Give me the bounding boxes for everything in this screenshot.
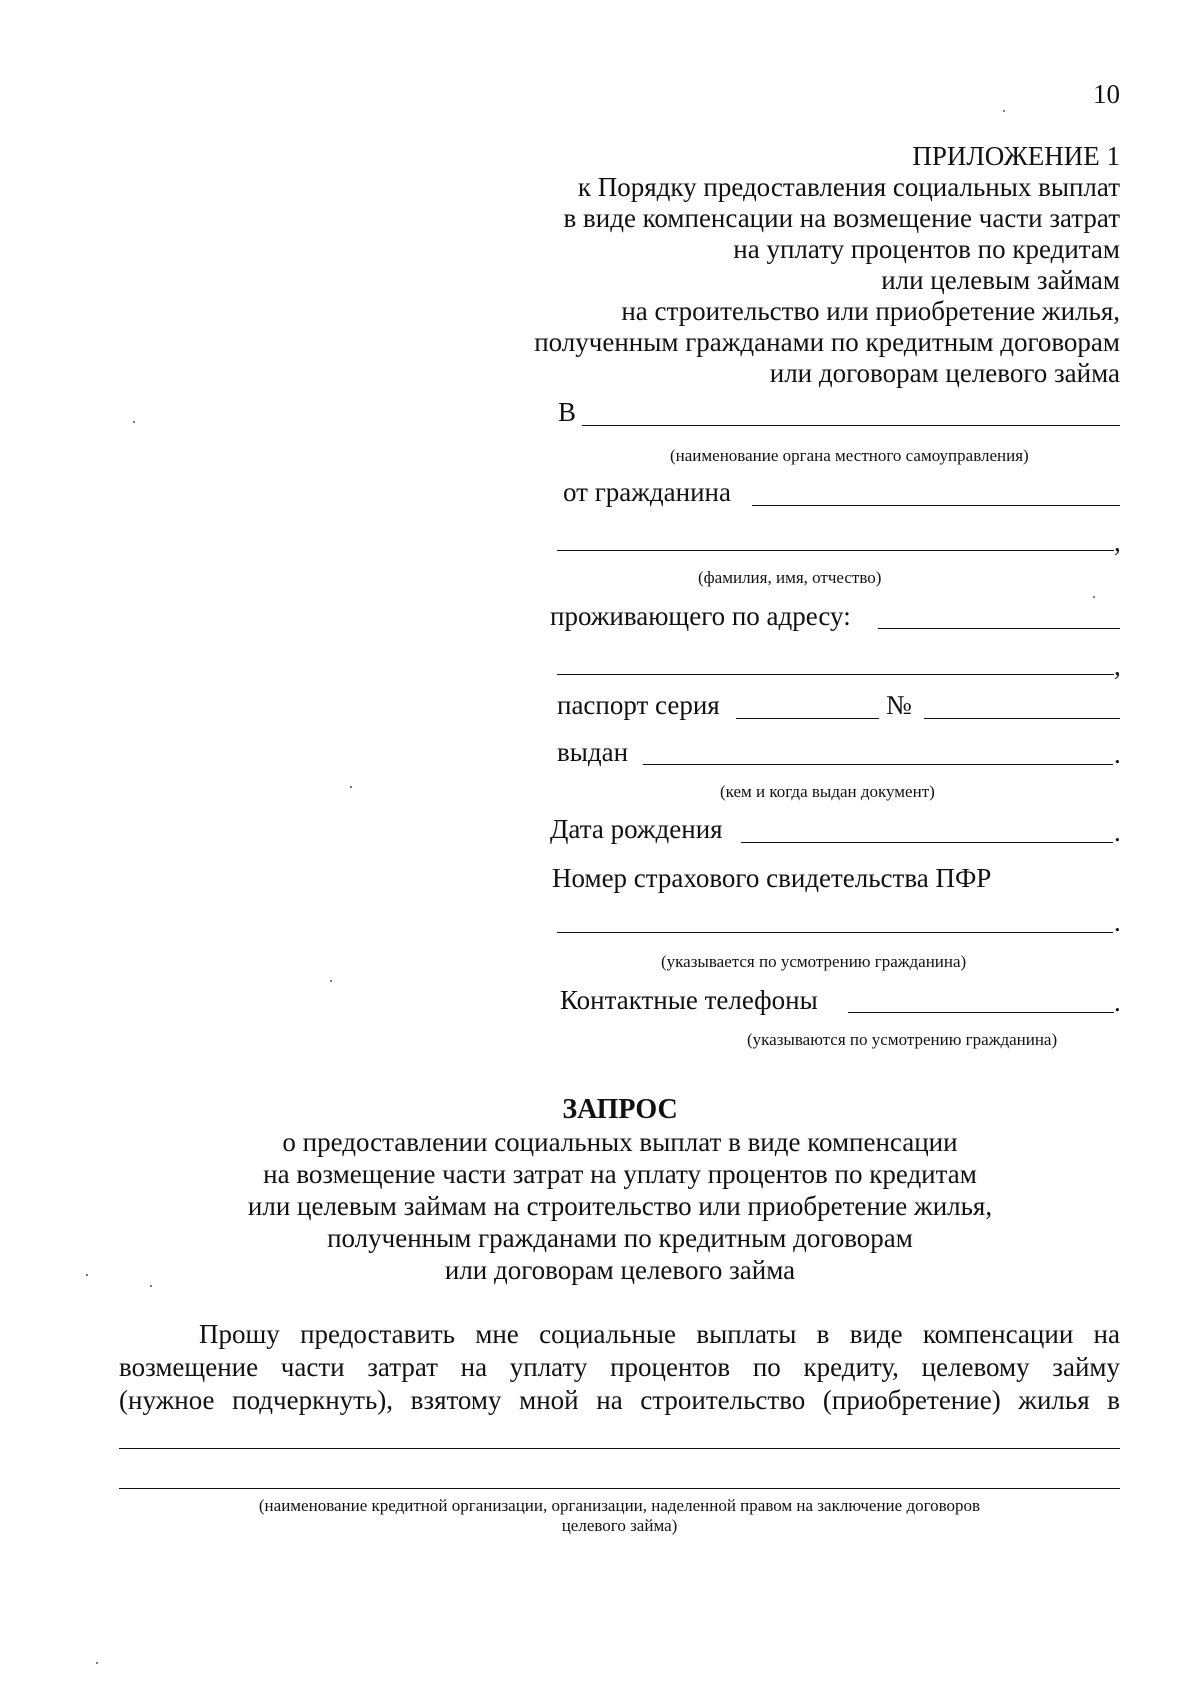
- to-organ-field[interactable]: [582, 425, 1120, 426]
- to-prefix: В: [558, 397, 577, 427]
- scan-speck: [350, 786, 352, 788]
- passport-series-label: паспорт серия: [557, 690, 720, 720]
- issued-period: .: [1114, 739, 1121, 769]
- appendix-line-7: или договорам целевого займа: [769, 358, 1120, 388]
- birth-date-field[interactable]: [741, 842, 1113, 843]
- passport-number-field[interactable]: [924, 718, 1120, 719]
- passport-number-label: №: [886, 690, 912, 720]
- scan-speck: [86, 1274, 88, 1276]
- pfr-hint: (указывается по усмотрению гражданина): [661, 952, 967, 971]
- scan-speck: [96, 1662, 98, 1664]
- from-label: от гражданина: [563, 477, 731, 507]
- phones-period: .: [1114, 987, 1121, 1017]
- fio-hint: (фамилия, имя, отчество): [698, 568, 882, 587]
- org-name-field-2[interactable]: [119, 1488, 1120, 1489]
- scan-speck: [1003, 110, 1005, 112]
- pfr-label: Номер страхового свидетельства ПФР: [552, 863, 992, 893]
- request-subtitle-line-4: полученным гражданами по кредитным договорам: [327, 1223, 913, 1253]
- appendix-line-2: в виде компенсации на возмещение части затрат: [563, 203, 1120, 233]
- org-hint-line-2: целевого займа): [561, 1516, 678, 1535]
- scan-speck: [1093, 596, 1095, 598]
- pfr-field[interactable]: [557, 932, 1113, 933]
- request-subtitle-line-1: о предоставлении социальных выплат в виде компенсации: [282, 1127, 958, 1157]
- citizen-field-2[interactable]: [557, 550, 1114, 551]
- request-body-line-3: (нужное подчеркнуть), взятому мной на строительство (приобретение) жилья в: [119, 1385, 1120, 1415]
- passport-series-field[interactable]: [736, 718, 879, 719]
- address-field-1[interactable]: [878, 628, 1120, 629]
- appendix-line-5: на строительство или приобретение жилья,: [621, 296, 1120, 326]
- request-subtitle-line-2: на возмещение части затрат на уплату процентов по кредитам: [263, 1159, 977, 1189]
- org-name-field-1[interactable]: [119, 1448, 1120, 1449]
- phones-field[interactable]: [848, 1012, 1114, 1013]
- phones-hint: (указываются по усмотрению гражданина): [747, 1030, 1058, 1049]
- citizen-comma: ,: [1114, 527, 1121, 557]
- pfr-period: .: [1114, 907, 1121, 937]
- request-subtitle-line-3: или целевым займам на строительство или приобретение жилья,: [247, 1191, 993, 1221]
- birth-period: .: [1114, 817, 1121, 847]
- appendix-line-6: полученным гражданами по кредитным договорам: [534, 327, 1120, 357]
- address-comma: ,: [1114, 651, 1121, 681]
- page-number: 10: [1093, 79, 1120, 109]
- phones-label: Контактные телефоны: [560, 985, 818, 1015]
- scan-speck: [133, 421, 135, 423]
- appendix-line-1: к Порядку предоставления социальных выплат: [577, 172, 1120, 202]
- issued-hint: (кем и когда выдан документ): [720, 782, 935, 801]
- scan-speck: [330, 980, 332, 982]
- org-hint-line-1: (наименование кредитной организации, организации, наделенной правом на заключение договоров: [258, 1496, 981, 1515]
- issued-label: выдан: [557, 737, 629, 767]
- address-label: проживающего по адресу:: [550, 601, 851, 631]
- request-body-line-2: возмещение части затрат на уплату процентов по кредиту, целевому займу: [119, 1352, 1120, 1382]
- request-body-line-1: Прошу предоставить мне социальные выплаты в виде компенсации на: [199, 1319, 1120, 1349]
- issued-field[interactable]: [643, 764, 1113, 765]
- appendix-line-3: на уплату процентов по кредитам: [733, 234, 1120, 264]
- address-field-2[interactable]: [557, 674, 1114, 675]
- request-subtitle-line-5: или договорам целевого займа: [444, 1255, 796, 1285]
- appendix-line-4: или целевым займам: [881, 265, 1120, 295]
- request-title: ЗАПРОС: [562, 1094, 678, 1125]
- birth-label: Дата рождения: [550, 814, 723, 844]
- to-organ-hint: (наименование органа местного самоуправления): [670, 446, 1029, 465]
- citizen-field-1[interactable]: [752, 505, 1120, 506]
- scan-speck: [150, 1285, 152, 1287]
- appendix-title: ПРИЛОЖЕНИЕ 1: [912, 141, 1120, 171]
